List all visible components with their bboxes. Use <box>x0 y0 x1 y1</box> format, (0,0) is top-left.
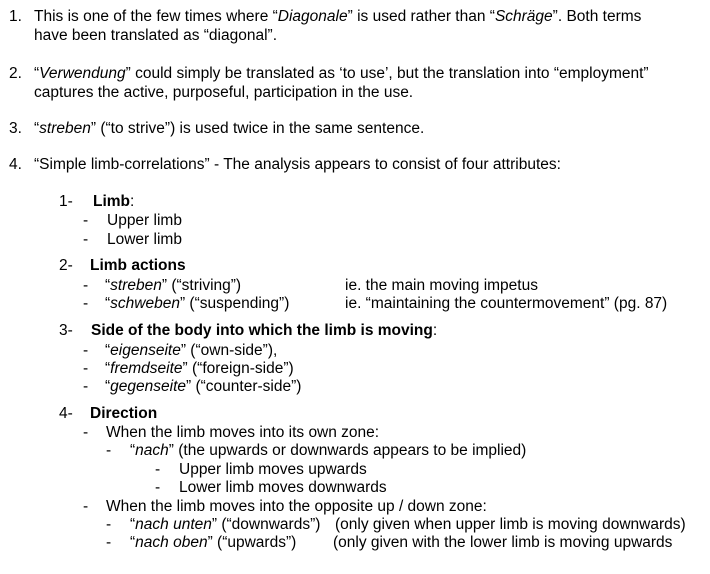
list-item-nach-oben: “nach oben” (“upwards”) <box>130 534 297 551</box>
list-dash: - <box>83 378 89 395</box>
attribute-1-number: 1- <box>59 193 73 210</box>
note-4-line-1: “Simple limb-correlations” - The analysis appears to consist of four attributes: <box>34 156 561 173</box>
list-dash: - <box>106 516 112 533</box>
list-dash: - <box>83 342 89 359</box>
list-dash: - <box>83 277 89 294</box>
list-item-lower-limb: Lower limb <box>107 231 182 248</box>
note-4-number: 4. <box>9 156 22 173</box>
attribute-1-heading: Limb: <box>93 193 135 210</box>
list-item-opposite-zone: When the limb moves into the opposite up / down zone: <box>106 498 487 515</box>
list-item-gegenseite: “gegenseite” (“counter-side”) <box>105 378 302 395</box>
list-dash: - <box>83 212 89 229</box>
list-dash: - <box>83 424 89 441</box>
attribute-4-number: 4- <box>59 405 73 422</box>
term-schraege: Schräge <box>494 8 553 25</box>
note-2-number: 2. <box>9 65 22 82</box>
list-item-upper-limb: Upper limb <box>107 212 182 229</box>
attribute-3-heading: Side of the body into which the limb is moving: <box>91 322 438 339</box>
note-2-line-1: “Verwendung” could simply be translated as ‘to use’, but the translation into “employment” <box>34 65 649 82</box>
list-dash: - <box>83 231 89 248</box>
note-3-number: 3. <box>9 120 22 137</box>
list-dash: - <box>83 295 89 312</box>
list-item-nach-unten-note: (only given when upper limb is moving downwards) <box>335 516 686 533</box>
list-dash: - <box>155 479 161 496</box>
term-streben: streben <box>39 120 91 137</box>
list-item-fremdseite: “fremdseite” (“foreign-side”) <box>105 360 294 377</box>
list-item-eigenseite: “eigenseite” (“own-side”), <box>105 342 278 359</box>
list-item-nach: “nach” (the upwards or downwards appears to be implied) <box>130 442 527 459</box>
note-1-line-2: have been translated as “diagonal”. <box>34 27 277 44</box>
note-1-number: 1. <box>9 8 22 25</box>
term-diagonale: Diagonale <box>277 8 348 25</box>
list-item-streben: “streben” (“striving”) <box>105 277 242 294</box>
list-item-nach-oben-note: (only given with the lower limb is moving upwards <box>333 534 673 551</box>
list-item-own-zone: When the limb moves into its own zone: <box>106 424 380 441</box>
list-item-schweben-note: ie. “maintaining the countermovement” (pg. 87) <box>345 295 668 312</box>
note-2-line-2: captures the active, purposeful, participation in the use. <box>34 84 414 101</box>
list-item-nach-unten: “nach unten” (“downwards”) <box>130 516 321 533</box>
attribute-4-heading: Direction <box>90 405 158 422</box>
attribute-3-number: 3- <box>59 322 73 339</box>
term-verwendung: Verwendung <box>39 65 126 82</box>
list-dash: - <box>106 442 112 459</box>
list-dash: - <box>83 360 89 377</box>
attribute-2-heading: Limb actions <box>90 257 186 274</box>
list-dash: - <box>155 461 161 478</box>
list-dash: - <box>106 534 112 551</box>
list-item-streben-note: ie. the main moving impetus <box>345 277 538 294</box>
note-1-line-1: This is one of the few times where “Diagonale” is used rather than “Schräge”. Both terms <box>34 8 642 25</box>
list-item-upper-limb-upwards: Upper limb moves upwards <box>179 461 367 478</box>
list-item-schweben: “schweben” (“suspending”) <box>105 295 290 312</box>
attribute-2-number: 2- <box>59 257 73 274</box>
list-dash: - <box>83 498 89 515</box>
note-3-line-1: “streben” (“to strive”) is used twice in the same sentence. <box>34 120 425 137</box>
list-item-lower-limb-downwards: Lower limb moves downwards <box>179 479 387 496</box>
